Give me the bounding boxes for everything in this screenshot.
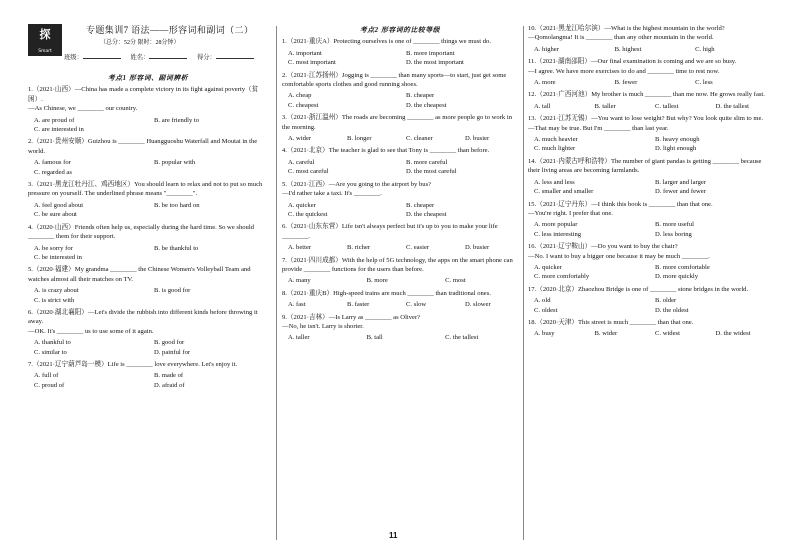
answer-option[interactable]: D. less boring (655, 230, 692, 238)
answer-options (28, 244, 268, 263)
question-item (528, 318, 770, 339)
worksheet-header (28, 24, 268, 72)
answer-option[interactable]: C. regarded as (34, 168, 72, 176)
answer-option[interactable]: B. cheaper (406, 201, 435, 209)
answer-option[interactable]: A. full of (34, 372, 59, 380)
answer-option[interactable]: C. oldest (534, 306, 558, 314)
answer-option[interactable]: A. cheap (288, 92, 312, 100)
answer-option[interactable]: B. highest (614, 45, 642, 53)
answer-option[interactable]: A. many (288, 277, 311, 285)
answer-option[interactable]: C. less (695, 79, 713, 87)
answer-option[interactable]: B. longer (347, 135, 372, 143)
answer-option[interactable]: B. larger and larger (655, 178, 707, 186)
question-item (282, 71, 518, 111)
answer-option[interactable]: C. proud of (34, 381, 65, 389)
answer-option[interactable]: D. slower (465, 301, 491, 309)
answer-options (28, 116, 268, 135)
answer-options (528, 135, 770, 154)
answer-option[interactable]: C. more comfortably (534, 273, 590, 281)
answer-option[interactable]: C. most careful (288, 168, 329, 176)
answer-option[interactable]: C. the quickest (288, 210, 328, 218)
column-3 (528, 24, 770, 342)
answer-option[interactable]: C. most important (288, 59, 336, 67)
question-item (28, 223, 268, 263)
answer-option[interactable]: D. the tallest (715, 102, 750, 110)
answer-option[interactable]: A. busy (534, 330, 555, 338)
question-stem: 12.（2021·广西河池）My brother is much ________ than me now. He grows really fast. (528, 91, 765, 99)
answer-option[interactable]: A. careful (288, 158, 315, 166)
answer-option[interactable]: C. tallest (655, 102, 679, 110)
question-stem: 5.（2021·江西）—Are you going to the airport by bus? (282, 180, 432, 188)
column-divider (276, 26, 277, 540)
answer-option[interactable]: A. better (288, 244, 312, 252)
answer-option[interactable]: B. faster (347, 301, 370, 309)
answer-options (528, 178, 770, 197)
question-reply: —OK. It's ________ us to use some of it again. (28, 327, 154, 335)
question-stem: 7.（2021·辽宁葫芦岛一模）Life is ________ love everywhere. Let's enjoy it. (28, 360, 238, 368)
brand-logo: 探 Smart (28, 24, 62, 56)
answer-option[interactable]: B. richer (347, 244, 371, 252)
question-item (528, 200, 770, 240)
question-item (528, 24, 770, 54)
question-list (282, 37, 518, 342)
answer-options (528, 102, 770, 111)
answer-option[interactable]: B. more useful (655, 221, 695, 229)
student-info-fields: 班级： 姓名： 得分： (64, 52, 262, 62)
answer-option[interactable]: D. the cheapest (406, 101, 447, 109)
answer-option[interactable]: B. be too hard on (154, 201, 200, 209)
answer-option[interactable]: A. less and less (534, 178, 575, 186)
answer-option[interactable]: D. afraid of (154, 381, 185, 389)
answer-options (282, 276, 518, 285)
answer-option[interactable]: C. be interested in (34, 253, 82, 261)
answer-options (282, 300, 518, 309)
question-stem: 13.（2021·江苏无锡）—You want to lose weight? But why? You look quite slim to me. (528, 115, 764, 123)
worksheet-subtitle: （总分：52分 限时：28分钟） (100, 40, 180, 46)
question-item (528, 57, 770, 87)
question-stem: 5.（2020·福建）My grandma ________ the Chinese Women's Volleyball Team and watches almost all their matches on TV. (28, 266, 251, 283)
answer-option[interactable]: A. taller (288, 334, 310, 342)
question-stem: 11.（2021·湖南邵阳）—Our final examination is coming and we are so busy. (528, 58, 737, 66)
page-number: 11 (389, 531, 398, 540)
question-item (282, 113, 518, 143)
answer-options (282, 49, 518, 68)
answer-options (282, 243, 518, 252)
answer-option[interactable]: A. quicker (534, 263, 562, 271)
question-reply: —Qomolangma! It is ________ than any other mountain in the world. (528, 34, 714, 42)
answer-option[interactable]: B. heavy enough (655, 136, 700, 144)
question-stem: 7.（2021·四川成都）With the help of 5G technology, the apps on the smart phone can provide ________ functions for the users than before. (282, 256, 513, 273)
answer-option[interactable]: A. famous for (34, 159, 71, 167)
answer-option[interactable]: A. be sorry for (34, 244, 73, 252)
answer-options (282, 91, 518, 110)
answer-options (528, 296, 770, 315)
answer-option[interactable]: D. fewer and fewer (655, 188, 706, 196)
answer-options (528, 45, 770, 54)
question-item (528, 114, 770, 154)
question-item (28, 137, 268, 177)
section-title: 考点1 形容词、副词辨析 (107, 75, 189, 82)
answer-option[interactable]: C. smaller and smaller (534, 188, 594, 196)
answer-option[interactable]: A. tall (534, 102, 551, 110)
answer-option[interactable]: A. more popular (534, 221, 578, 229)
question-item (282, 37, 518, 67)
answer-options (528, 329, 770, 338)
answer-options (282, 158, 518, 177)
answer-options (282, 333, 518, 342)
question-stem: 18.（2020·天津）This street is much ________ than that one. (528, 318, 694, 326)
question-item (28, 180, 268, 220)
answer-options (28, 371, 268, 390)
answer-option[interactable]: A. feel good about (34, 201, 84, 209)
question-reply: —That may be true. But I'm ________ than last year. (528, 124, 669, 132)
question-stem: 2.（2021·贵州安顺）Guizhou is ________ Huangguoshu Waterfall and Moutai in the world. (28, 138, 258, 155)
question-stem: 3.（2021·浙江温州）The roads are becoming ________ as more people go to work in the morning. (282, 114, 513, 131)
question-item (282, 313, 518, 343)
question-list (28, 85, 268, 390)
answer-option[interactable]: A. quicker (288, 201, 316, 209)
answer-option[interactable]: A. much heavier (534, 136, 578, 144)
answer-options (528, 263, 770, 282)
answer-options (28, 158, 268, 177)
answer-options (282, 201, 518, 220)
answer-option[interactable]: C. high (695, 45, 715, 53)
answer-option[interactable]: A. thankful to (34, 339, 71, 347)
answer-option[interactable]: B. more important (406, 49, 455, 57)
answer-option[interactable]: B. cheaper (406, 92, 435, 100)
answer-option[interactable]: D. light enough (655, 145, 697, 153)
question-stem: 6.（2020·湖北襄阳）—Let's divide the rubbish into different kinds before throwing it away. (28, 308, 258, 326)
question-reply: —I'd rather take a taxi. It's ________. (282, 190, 382, 198)
answer-option[interactable]: A. old (534, 297, 551, 305)
answer-options (282, 134, 518, 143)
question-stem: 14.（2021·内蒙古呼和浩特）The number of giant pandas is getting ________ because their living areas are becoming farmlands. (528, 157, 762, 175)
question-stem: 15.（2021·辽宁丹东）—I think this book is ________ than that one. (528, 200, 713, 208)
answer-option[interactable]: A. are proud of (34, 116, 75, 124)
column-1 (28, 24, 268, 393)
answer-option[interactable]: D. the most important (406, 59, 464, 67)
question-item (282, 256, 518, 286)
question-reply: —As Chinese, we ________ our country. (28, 105, 138, 113)
answer-option[interactable]: C. be sure about (34, 211, 77, 219)
question-stem: 1.（2021·重庆A）Protecting ourselves is one of ________ things we must do. (282, 38, 491, 46)
answer-option[interactable]: A. is crazy about (34, 287, 79, 295)
answer-option[interactable]: B. wider (594, 330, 618, 338)
answer-option[interactable]: B. more (366, 277, 388, 285)
answer-option[interactable]: C. widest (655, 330, 680, 338)
answer-option[interactable]: D. the widest (715, 330, 751, 338)
answer-option[interactable]: D. more quickly (655, 273, 699, 281)
question-stem: 4.（2020·山西）Friends often help us, especially during the hard time. So we should ________ them for their support. (28, 223, 254, 241)
question-stem: 6.（2021·山东东营）Life isn't always perfect but it's up to you to make your life ________. (282, 223, 498, 240)
question-reply: —No. I want to buy a bigger one because it may be much ________. (528, 252, 710, 260)
question-reply: —No, he isn't. Larry is shorter. (282, 322, 364, 330)
question-stem: 16.（2021·辽宁鞍山）—Do you want to buy the chair? (528, 243, 678, 251)
answer-option[interactable]: A. higher (534, 45, 559, 53)
question-stem: 3.（2021·黑龙江牡丹江、鸡西地区）You should learn to relax and not to put so much pressure on yourself. The underlined phrase means "________". (28, 181, 263, 198)
answer-option[interactable]: B. tall (366, 334, 383, 342)
question-reply: —You're right. I prefer that one. (528, 209, 613, 217)
answer-option[interactable]: B. fewer (614, 79, 638, 87)
answer-option[interactable]: D. painful for (154, 348, 191, 356)
question-item (528, 242, 770, 282)
answer-options (28, 286, 268, 305)
column-divider (523, 26, 524, 540)
answer-option[interactable]: D. the cheapest (406, 210, 447, 218)
column-2 (282, 24, 518, 346)
answer-option[interactable]: C. are interested in (34, 126, 84, 134)
question-reply: —I agree. We have more exercises to do and ________ time to rest now. (528, 67, 720, 75)
question-stem: 8.（2021·重庆B）High-speed trains are much ________ than traditional ones. (282, 289, 491, 297)
answer-option[interactable]: B. popular with (154, 159, 196, 167)
answer-option[interactable]: A. wider (288, 135, 312, 143)
question-item (28, 265, 268, 305)
question-stem: 9.（2021·吉林）—Is Larry as ________ as Oliver? (282, 313, 421, 321)
answer-options (528, 78, 770, 87)
answer-option[interactable]: C. the tallest (445, 334, 479, 342)
answer-option[interactable]: C. most (445, 277, 466, 285)
question-stem: 4.（2021·北京）The teacher is glad to see that Tony is ________ than before. (282, 147, 490, 155)
answer-option[interactable]: D. busier (465, 135, 490, 143)
section-title: 考点2 形容词的比较等级 (359, 27, 441, 34)
answer-option[interactable]: D. busier (465, 244, 490, 252)
question-item (28, 360, 268, 390)
answer-option[interactable]: C. slow (406, 301, 427, 309)
answer-option[interactable]: A. more (534, 79, 556, 87)
worksheet-title: 专题集训7 语法——形容词和副词（二） (86, 25, 254, 35)
answer-option[interactable]: B. are friendly to (154, 116, 200, 124)
question-list (528, 24, 770, 339)
answer-option[interactable]: C. less interesting (534, 230, 582, 238)
question-item (28, 308, 268, 357)
answer-options (28, 338, 268, 357)
answer-option[interactable]: B. older (655, 297, 677, 305)
question-item (528, 285, 770, 315)
answer-option[interactable]: C. cheapest (288, 101, 319, 109)
answer-option[interactable]: B. be thankful to (154, 244, 199, 252)
answer-option[interactable]: B. made of (154, 372, 184, 380)
question-stem: 10.（2021·黑龙江哈尔滨）—What is the highest mountain in the world? (528, 25, 725, 32)
answer-options (528, 220, 770, 239)
question-stem: 2.（2021·江苏扬州）Jogging is ________ than many sports—to start, just get some comfortable sports clothes and good running shoes. (282, 71, 507, 89)
answer-option[interactable]: B. more comfortable (655, 263, 710, 271)
answer-option[interactable]: B. is good for (154, 287, 191, 295)
question-stem: 17.（2020·北京）Zhaozhou Bridge is one of ________ stone bridges in the world. (528, 285, 749, 293)
question-item (528, 157, 770, 197)
answer-option[interactable]: B. more careful (406, 158, 448, 166)
question-item (282, 222, 518, 252)
question-item (28, 85, 268, 134)
answer-option[interactable]: C. is strict with (34, 296, 75, 304)
answer-option[interactable]: C. much lighter (534, 145, 576, 153)
answer-options (28, 201, 268, 220)
answer-option[interactable]: D. the oldest (655, 306, 689, 314)
answer-option[interactable]: C. similar to (34, 348, 67, 356)
answer-option[interactable]: C. easier (406, 244, 430, 252)
question-item (282, 146, 518, 176)
answer-option[interactable]: B. good for (154, 339, 185, 347)
answer-option[interactable]: C. cleaner (406, 135, 433, 143)
question-item (528, 90, 770, 111)
answer-option[interactable]: A. important (288, 49, 322, 57)
answer-option[interactable]: B. taller (594, 102, 616, 110)
question-item (282, 289, 518, 310)
question-item (282, 180, 518, 220)
answer-option[interactable]: A. fast (288, 301, 306, 309)
question-stem: 1.（2021·山西）—China has made a complete victory in its fight against poverty（贫困）. (28, 86, 259, 103)
answer-option[interactable]: D. the most careful (406, 168, 457, 176)
